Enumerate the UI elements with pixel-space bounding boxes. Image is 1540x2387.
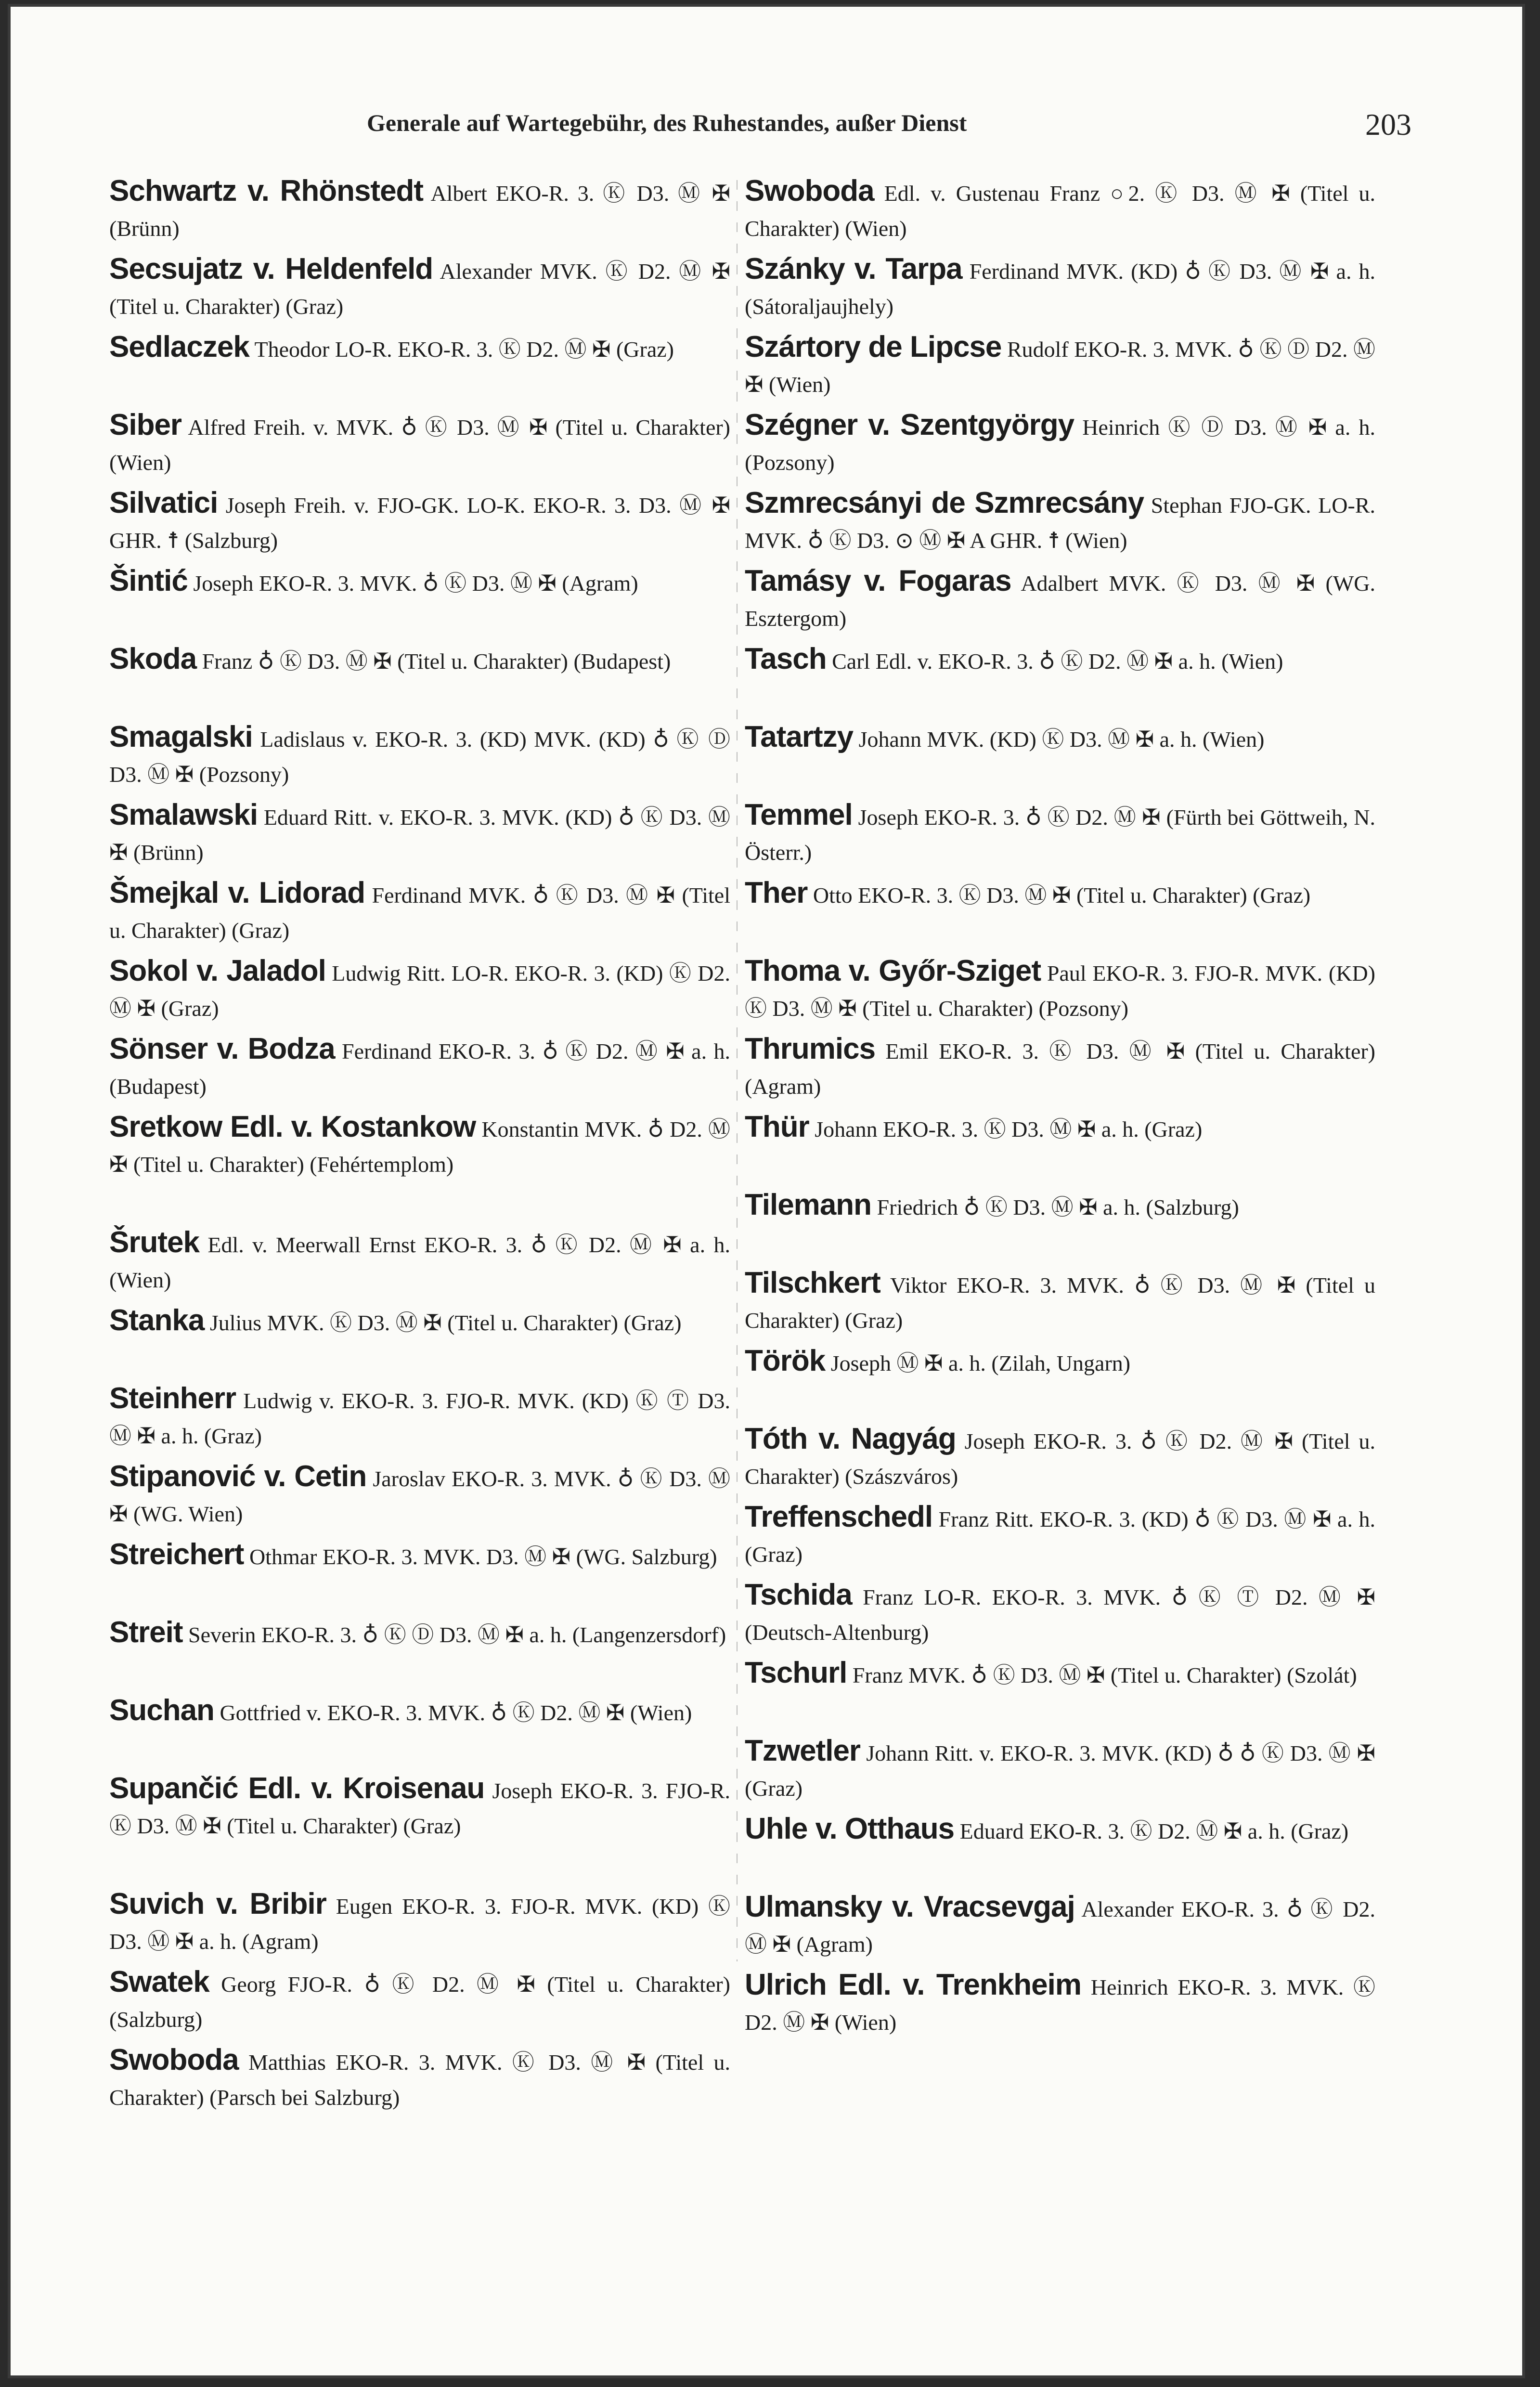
entry-surname: Tschurl <box>745 1656 847 1689</box>
entry-surname: Swatek <box>109 1965 209 1998</box>
entry-surname: Silvatici <box>109 486 218 519</box>
entry-surname: Stipanović v. Cetin <box>109 1460 367 1493</box>
entry-surname: Szánky v. Tarpa <box>745 252 962 285</box>
directory-entry <box>745 1655 1375 1733</box>
directory-entry <box>109 1537 730 1615</box>
entry-details: Ferdinand MVK. (KD) ♁ Ⓚ D3. Ⓜ ✠ a. h. (Sátoraljaujhely) <box>745 259 1375 319</box>
directory-entry <box>745 1499 1375 1577</box>
entry-details: Franz LO-R. EKO-R. 3. MVK. ♁ Ⓚ Ⓣ D2. Ⓜ ✠ (Deutsch-Altenburg) <box>745 1585 1375 1645</box>
entry-surname: Tóth v. Nagyág <box>745 1422 956 1455</box>
scanned-page <box>11 7 1522 2375</box>
entry-surname: Smagalski <box>109 720 253 753</box>
entry-details: Stephan FJO-GK. LO-R. MVK. ♁ Ⓚ D3. ⊙ Ⓜ ✠ A GHR. ☨ (Wien) <box>745 493 1375 553</box>
entry-details: Edl. v. Gustenau Franz ○2. Ⓚ D3. Ⓜ ✠ (Titel u. Charakter) (Wien) <box>745 181 1375 241</box>
entry-details: Otto EKO-R. 3. Ⓚ D3. Ⓜ ✠ (Titel u. Charakter) (Graz) <box>807 883 1311 908</box>
entry-details: Franz MVK. ♁ Ⓚ D3. Ⓜ ✠ (Titel u. Charakter) (Szolát) <box>847 1663 1357 1687</box>
entry-surname: Swoboda <box>109 2043 239 2076</box>
directory-entry <box>109 173 730 251</box>
entry-details: Joseph EKO-R. 3. ♁ Ⓚ D2. Ⓜ ✠ (Fürth bei Göttweih, N. Österr.) <box>745 805 1375 865</box>
entry-surname: Tatartzy <box>745 720 854 753</box>
entry-surname: Tschida <box>745 1578 852 1611</box>
directory-entry <box>109 1886 730 1964</box>
directory-entry <box>109 1615 730 1693</box>
page-number: 203 <box>1365 107 1411 142</box>
directory-entry <box>745 329 1375 407</box>
entry-details: Joseph Ⓜ ✠ a. h. (Zilah, Ungarn) <box>825 1351 1131 1375</box>
entry-details: Alexander EKO-R. 3. ♁ Ⓚ D2. Ⓜ ✠ (Agram) <box>745 1897 1375 1957</box>
entry-details: Theodor LO-R. EKO-R. 3. Ⓚ D2. Ⓜ ✠ (Graz) <box>249 337 674 362</box>
directory-entry <box>109 1031 730 1109</box>
directory-entry <box>745 1577 1375 1655</box>
entry-details: Jaroslav EKO-R. 3. MVK. ♁ Ⓚ D3. Ⓜ ✠ (WG. Wien) <box>109 1466 730 1526</box>
entry-surname: Treffenschedl <box>745 1500 933 1533</box>
entry-surname: Skoda <box>109 642 197 675</box>
entry-details: Joseph Freih. v. FJO-GK. LO-K. EKO-R. 3. D3. Ⓜ ✠ GHR. ☨ (Salzburg) <box>109 493 730 553</box>
directory-entry <box>109 485 730 563</box>
entry-surname: Temmel <box>745 798 853 831</box>
entry-details: Konstantin MVK. ♁ D2. Ⓜ ✠ (Titel u. Charakter) (Fehértemplom) <box>109 1117 730 1177</box>
right-column <box>745 173 1375 2045</box>
entry-details: Albert EKO-R. 3. Ⓚ D3. Ⓜ ✠ (Brünn) <box>109 181 730 241</box>
entry-surname: Supančić Edl. v. Kroisenau <box>109 1772 485 1805</box>
entry-details: Franz Ritt. EKO-R. 3. (KD) ♁ Ⓚ D3. Ⓜ ✠ a. h. (Graz) <box>745 1507 1375 1567</box>
entry-details: Friedrich ♁ Ⓚ D3. Ⓜ ✠ a. h. (Salzburg) <box>871 1195 1239 1219</box>
entry-details: Eduard EKO-R. 3. Ⓚ D2. Ⓜ ✠ a. h. (Graz) <box>954 1819 1349 1843</box>
directory-entry <box>745 1265 1375 1343</box>
entry-surname: Tilschkert <box>745 1266 880 1299</box>
entry-details: Franz ♁ Ⓚ D3. Ⓜ ✠ (Titel u. Charakter) (Budapest) <box>196 649 671 674</box>
entry-surname: Steinherr <box>109 1382 236 1415</box>
entry-details: Carl Edl. v. EKO-R. 3. ♁ Ⓚ D2. Ⓜ ✠ a. h. (Wien) <box>826 649 1283 674</box>
directory-entry <box>109 1109 730 1225</box>
directory-entry <box>109 1964 730 2042</box>
entry-surname: Uhle v. Otthaus <box>745 1812 955 1845</box>
directory-entry <box>745 173 1375 251</box>
entry-details: Ferdinand MVK. ♁ Ⓚ D3. Ⓜ ✠ (Titel u. Charakter) (Graz) <box>109 883 730 943</box>
directory-entry <box>109 1303 730 1381</box>
entry-details: Heinrich EKO-R. 3. MVK. Ⓚ D2. Ⓜ ✠ (Wien) <box>745 1975 1375 2035</box>
directory-entry <box>109 1459 730 1537</box>
left-column <box>109 173 730 2120</box>
directory-entry <box>109 953 730 1031</box>
entry-details: Alexander MVK. Ⓚ D2. Ⓜ ✠ (Titel u. Charakter) (Graz) <box>109 259 730 319</box>
entry-details: Viktor EKO-R. 3. MVK. ♁ Ⓚ D3. Ⓜ ✠ (Titel u Charakter) (Graz) <box>745 1273 1375 1333</box>
entry-details: Joseph EKO-R. 3. FJO-R. Ⓚ D3. Ⓜ ✠ (Titel u. Charakter) (Graz) <box>109 1778 730 1838</box>
entry-surname: Tamásy v. Fogaras <box>745 564 1011 597</box>
entry-surname: Streit <box>109 1616 183 1649</box>
directory-entry <box>745 1967 1375 2045</box>
entry-surname: Suchan <box>109 1694 214 1727</box>
entry-details: Alfred Freih. v. MVK. ♁ Ⓚ D3. Ⓜ ✠ (Titel u. Charakter) (Wien) <box>109 415 730 475</box>
entry-surname: Smalawski <box>109 798 258 831</box>
page-header <box>116 109 1411 147</box>
entry-surname: Ulrich Edl. v. Trenkheim <box>745 1968 1081 2001</box>
entry-surname: Török <box>745 1344 826 1377</box>
entry-surname: Sönser v. Bodza <box>109 1032 335 1065</box>
directory-entry <box>745 1421 1375 1499</box>
entry-details: Johann MVK. (KD) Ⓚ D3. Ⓜ ✠ a. h. (Wien) <box>853 727 1265 752</box>
entry-details: Matthias EKO-R. 3. MVK. Ⓚ D3. Ⓜ ✠ (Titel u. Charakter) (Parsch bei Salzburg) <box>109 2050 730 2110</box>
entry-surname: Sokol v. Jaladol <box>109 954 326 987</box>
directory-entry <box>745 875 1375 953</box>
entry-details: Rudolf EKO-R. 3. MVK. ♁ Ⓚ Ⓓ D2. Ⓜ ✠ (Wien) <box>745 337 1375 397</box>
entry-surname: Szégner v. Szentgyörgy <box>745 408 1074 441</box>
entry-surname: Thoma v. Győr-Sziget <box>745 954 1041 987</box>
directory-entry <box>745 719 1375 797</box>
directory-entry <box>109 407 730 485</box>
directory-entry <box>109 329 730 407</box>
entry-details: Ladislaus v. EKO-R. 3. (KD) MVK. (KD) ♁ Ⓚ Ⓓ D3. Ⓜ ✠ (Pozsony) <box>109 727 730 787</box>
entry-details: Joseph EKO-R. 3. ♁ Ⓚ D2. Ⓜ ✠ (Titel u. Charakter) (Szászváros) <box>745 1429 1375 1489</box>
directory-entry <box>745 1811 1375 1889</box>
entry-surname: Stanka <box>109 1304 205 1337</box>
entry-details: Eugen EKO-R. 3. FJO-R. MVK. (KD) Ⓚ D3. Ⓜ ✠ a. h. (Agram) <box>109 1894 730 1954</box>
entry-surname: Streichert <box>109 1538 244 1571</box>
entry-details: Gottfried v. EKO-R. 3. MVK. ♁ Ⓚ D2. Ⓜ ✠ (Wien) <box>214 1700 692 1725</box>
entry-surname: Thür <box>745 1110 809 1143</box>
directory-entry <box>109 797 730 875</box>
entry-surname: Ther <box>745 876 808 909</box>
entry-surname: Secsujatz v. Heldenfeld <box>109 252 433 285</box>
entry-surname: Thrumics <box>745 1032 876 1065</box>
entry-surname: Suvich v. Bribir <box>109 1887 326 1920</box>
directory-entry <box>109 1381 730 1459</box>
directory-entry <box>745 1889 1375 1967</box>
directory-entry <box>109 2042 730 2120</box>
directory-entry <box>109 251 730 329</box>
entry-surname: Šintić <box>109 564 188 597</box>
directory-entry <box>745 1733 1375 1811</box>
entry-details: Edl. v. Meerwall Ernst EKO-R. 3. ♁ Ⓚ D2. Ⓜ ✠ a. h. (Wien) <box>109 1232 730 1292</box>
running-head: Generale auf Wartegebühr, des Ruhestandes, außer Dienst <box>367 109 967 136</box>
directory-entry <box>745 485 1375 563</box>
entry-details: Heinrich Ⓚ Ⓓ D3. Ⓜ ✠ a. h. (Pozsony) <box>745 415 1375 475</box>
directory-entry <box>745 1109 1375 1187</box>
entry-details: Georg FJO-R. ♁ Ⓚ D2. Ⓜ ✠ (Titel u. Charakter) (Salzburg) <box>109 1972 730 2032</box>
entry-surname: Šmejkal v. Lidorad <box>109 876 365 909</box>
entry-details: Julius MVK. Ⓚ D3. Ⓜ ✠ (Titel u. Charakter) (Graz) <box>204 1310 682 1335</box>
entry-surname: Ulmansky v. Vracsevgaj <box>745 1890 1075 1923</box>
entry-details: Ferdinand EKO-R. 3. ♁ Ⓚ D2. Ⓜ ✠ a. h. (Budapest) <box>109 1039 730 1099</box>
directory-entry <box>745 1187 1375 1265</box>
directory-entry <box>109 875 730 953</box>
entry-details: Paul EKO-R. 3. FJO-R. MVK. (KD) Ⓚ D3. Ⓜ ✠ (Titel u. Charakter) (Pozsony) <box>745 961 1375 1021</box>
entry-details: Eduard Ritt. v. EKO-R. 3. MVK. (KD) ♁ Ⓚ D3. Ⓜ ✠ (Brünn) <box>109 805 730 865</box>
entry-details: Ludwig Ritt. LO-R. EKO-R. 3. (KD) Ⓚ D2. Ⓜ ✠ (Graz) <box>109 961 730 1021</box>
directory-entry <box>745 1343 1375 1421</box>
directory-entry <box>109 1225 730 1303</box>
entry-details: Adalbert MVK. Ⓚ D3. Ⓜ ✠ (WG. Esztergom) <box>745 571 1375 631</box>
entry-details: Ludwig v. EKO-R. 3. FJO-R. MVK. (KD) Ⓚ Ⓣ D3. Ⓜ ✠ a. h. (Graz) <box>109 1388 730 1448</box>
directory-entry <box>745 563 1375 641</box>
directory-entry <box>745 251 1375 329</box>
entry-details: Emil EKO-R. 3. Ⓚ D3. Ⓜ ✠ (Titel u. Charakter) (Agram) <box>745 1039 1375 1099</box>
directory-entry <box>745 797 1375 875</box>
entry-surname: Szmrecsányi de Szmrecsány <box>745 486 1144 519</box>
directory-entry <box>745 641 1375 719</box>
entry-surname: Siber <box>109 408 182 441</box>
entry-details: Othmar EKO-R. 3. MVK. D3. Ⓜ ✠ (WG. Salzburg) <box>244 1544 717 1569</box>
entry-details: Johann EKO-R. 3. Ⓚ D3. Ⓜ ✠ a. h. (Graz) <box>809 1117 1203 1142</box>
entry-details: Joseph EKO-R. 3. MVK. ♁ Ⓚ D3. Ⓜ ✠ (Agram) <box>187 571 638 596</box>
directory-entry <box>109 1771 730 1886</box>
entry-surname: Tilemann <box>745 1188 872 1221</box>
directory-entry <box>109 719 730 797</box>
entry-surname: Šrutek <box>109 1226 199 1259</box>
entry-details: Johann Ritt. v. EKO-R. 3. MVK. (KD) ♁ ♁ Ⓚ D3. Ⓜ ✠ (Graz) <box>745 1741 1375 1801</box>
directory-entry <box>109 1693 730 1771</box>
entry-surname: Schwartz v. Rhönstedt <box>109 174 424 208</box>
directory-entry <box>745 953 1375 1031</box>
directory-entry <box>745 407 1375 485</box>
entry-surname: Tasch <box>745 642 827 675</box>
entry-surname: Tzwetler <box>745 1734 861 1767</box>
entry-surname: Szártory de Lipcse <box>745 330 1002 363</box>
column-divider <box>737 180 738 1961</box>
entry-surname: Swoboda <box>745 174 874 208</box>
entry-surname: Sretkow Edl. v. Kostankow <box>109 1110 476 1143</box>
directory-entry <box>109 563 730 641</box>
entry-details: Severin EKO-R. 3. ♁ Ⓚ Ⓓ D3. Ⓜ ✠ a. h. (Langenzersdorf) <box>182 1622 726 1647</box>
directory-entry <box>109 641 730 719</box>
directory-entry <box>745 1031 1375 1109</box>
entry-surname: Sedlaczek <box>109 330 249 363</box>
